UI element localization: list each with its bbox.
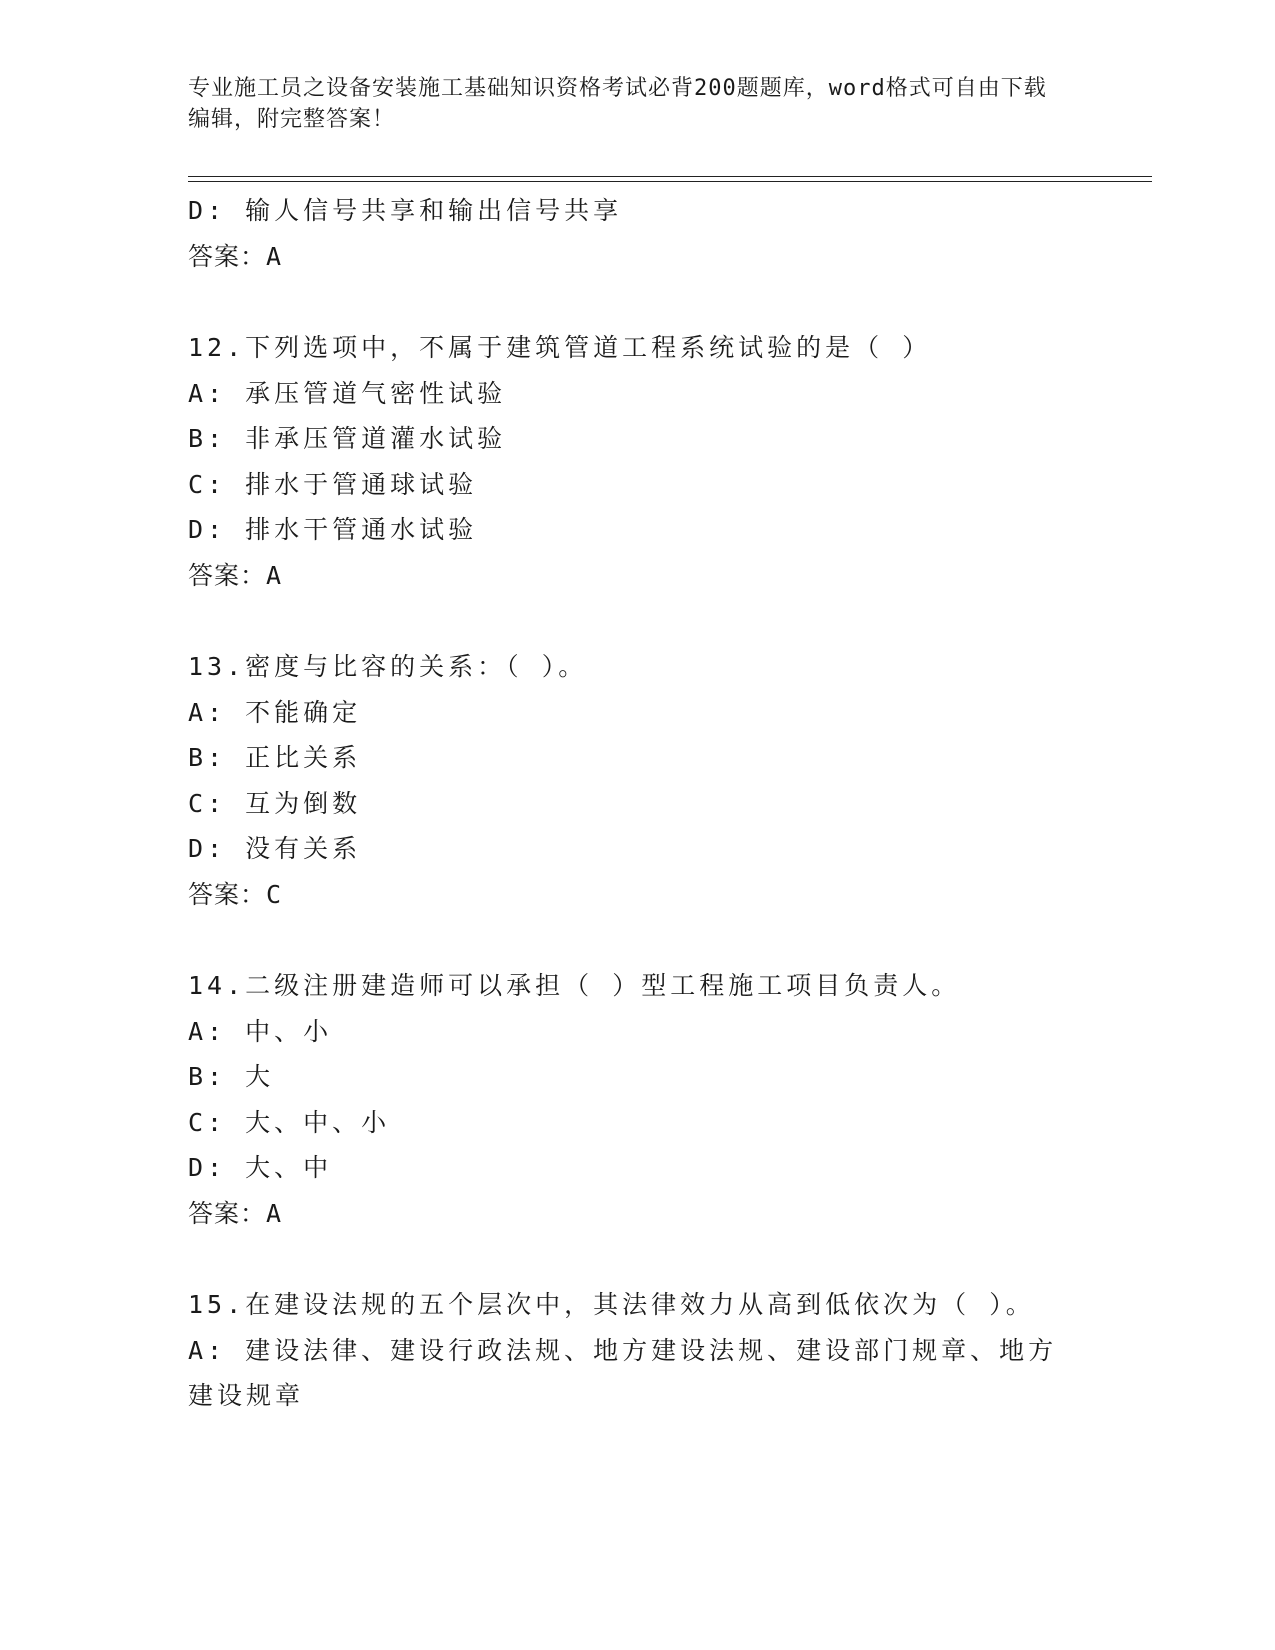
option-a: A: 建设法律、建设行政法规、地方建设法规、建设部门规章、地方建设规章 (188, 1335, 1058, 1410)
answer-line (188, 872, 1088, 918)
option-a: A: 不能确定 (188, 697, 362, 727)
question-13 (188, 644, 1088, 917)
option-d: D: 没有关系 (188, 834, 362, 863)
answer-label: 答案： (188, 241, 267, 271)
option-c: C: 互为倒数 (188, 788, 362, 818)
question-15 (188, 1282, 1088, 1419)
answer-line (188, 553, 1088, 599)
option-b: B: 正比关系 (188, 743, 362, 772)
answer-value: A (266, 1198, 283, 1228)
option-a: A: 中、小 (188, 1016, 333, 1046)
answer-label: 答案： (188, 1198, 267, 1228)
option-c: C: 排水于管通球试验 (188, 469, 478, 499)
option-a: A: 承压管道气密性试验 (188, 378, 507, 408)
question-14 (188, 963, 1088, 1236)
document-header-title: 专业施工员之设备安装施工基础知识资格考试必背200题题库，word格式可自由下载编辑，附完整答案！ (188, 76, 1047, 132)
question-stem: 15.在建设法规的五个层次中，其法律效力从高到低依次为（ ）。 (188, 1290, 1035, 1319)
option-d: D: 输人信号共享和输出信号共享 (188, 196, 623, 225)
question-stem: 14.二级注册建造师可以承担（ ）型工程施工项目负责人。 (188, 971, 961, 1000)
answer-value: A (266, 560, 283, 590)
answer-label: 答案： (188, 879, 267, 909)
option-d: D: 排水干管通水试验 (188, 515, 478, 544)
answer-line (188, 1191, 1088, 1237)
option-d: D: 大、中 (188, 1153, 333, 1182)
question-stem: 13.密度与比容的关系：（ ）。 (188, 652, 588, 681)
option-b: B: 大 (188, 1062, 275, 1091)
answer-label: 答案： (188, 560, 267, 590)
option-b: B: 非承压管道灌水试验 (188, 424, 507, 453)
option-c: C: 大、中、小 (188, 1107, 391, 1137)
answer-value: A (266, 241, 283, 271)
header-divider (188, 176, 1152, 182)
answer-line (188, 234, 1088, 280)
question-stem: 12.下列选项中，不属于建筑管道工程系统试验的是（ ） (188, 333, 932, 362)
previous-question-tail (188, 188, 1088, 279)
question-12 (188, 325, 1088, 598)
answer-value: C (266, 879, 283, 909)
document-body (188, 188, 1088, 1419)
